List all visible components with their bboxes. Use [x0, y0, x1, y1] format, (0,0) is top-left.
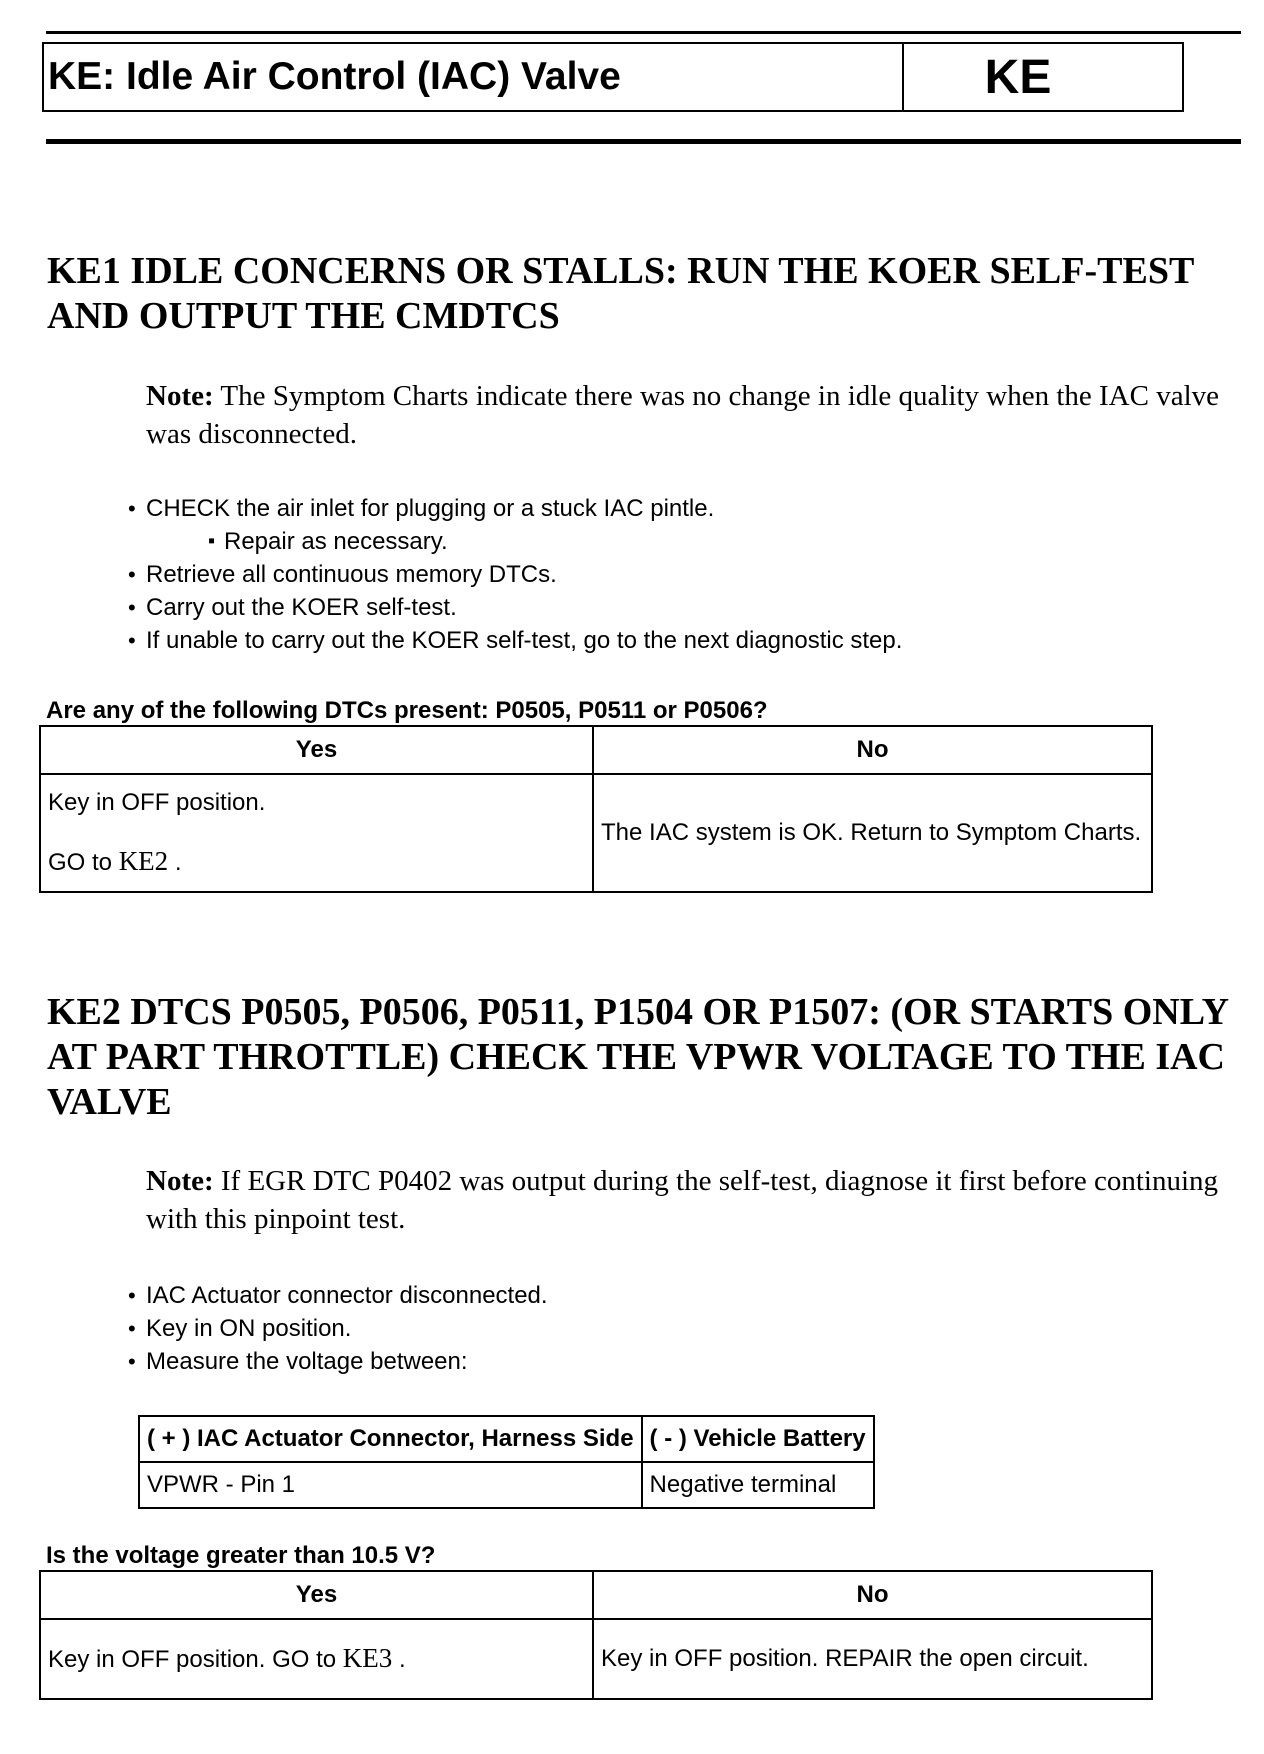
header-rule: [46, 139, 1241, 144]
section-code: KE: [984, 50, 1052, 104]
no-cell: The IAC system is OK. Return to Symptom Charts.: [593, 774, 1152, 892]
list-item: • If unable to carry out the KOER self-test, go to the next diagnostic step.: [124, 624, 902, 657]
yes-cell: [40, 774, 593, 892]
no-cell: Key in OFF position. REPAIR the open circuit.: [593, 1619, 1152, 1699]
ke1-decision-table: [39, 725, 1153, 893]
table-header-row: [139, 1416, 874, 1462]
ke2-question: Is the voltage greater than 10.5 V?: [46, 1542, 436, 1569]
ke2-note-text: If EGR DTC P0402 was output during the self-test, diagnose it first before continuing with this pinpoint test.: [146, 1165, 1219, 1235]
list-item: • Measure the voltage between:: [124, 1345, 548, 1378]
ke1-note-label: Note:: [146, 380, 214, 412]
measure-col2-header: ( - ) Vehicle Battery: [642, 1416, 874, 1462]
no-header: No: [593, 1571, 1152, 1619]
list-item: • Carry out the KOER self-test.: [124, 591, 902, 624]
yes-cell: [40, 1619, 593, 1699]
yes-line2: [48, 845, 585, 879]
list-item: • Retrieve all continuous memory DTCs.: [124, 558, 902, 591]
ke1-question: Are any of the following DTCs present: P0505, P0511 or P0506?: [46, 697, 768, 724]
list-item: ▪ Repair as necessary.: [124, 525, 902, 558]
goto-text: GO to: [48, 849, 119, 876]
page-header: [42, 42, 1184, 112]
ke1-note: [146, 377, 1236, 453]
ke2-note: [146, 1162, 1236, 1238]
ke2-heading: KE2 DTCS P0505, P0506, P0511, P1504 OR P1507: (OR STARTS ONLY AT PART THROTTLE) CHECK THE VPWR VOLTAGE TO THE IAC VALVE: [47, 991, 1228, 1123]
measure-col2-value: Negative terminal: [642, 1462, 874, 1508]
ke2-steps: [124, 1279, 548, 1378]
list-item: • IAC Actuator connector disconnected.: [124, 1279, 548, 1312]
table-header-row: [40, 726, 1152, 774]
link-ke3[interactable]: KE3: [342, 1643, 393, 1673]
measure-col1-header: ( + ) IAC Actuator Connector, Harness Side: [139, 1416, 642, 1462]
goto-end: .: [168, 849, 182, 876]
no-header: No: [593, 726, 1152, 774]
ke2-decision-table: [39, 1570, 1153, 1700]
yes-header: Yes: [40, 1571, 593, 1619]
table-header-row: [40, 1571, 1152, 1619]
measure-col1-value: VPWR - Pin 1: [139, 1462, 642, 1508]
link-ke2[interactable]: KE2: [118, 846, 169, 876]
table-row: [40, 774, 1152, 892]
yes-header: Yes: [40, 726, 593, 774]
yes-text: Key in OFF position. GO to: [48, 1646, 343, 1673]
ke1-note-text: The Symptom Charts indicate there was no change in idle quality when the IAC valve was disconnected.: [146, 380, 1219, 450]
table-row: [40, 1619, 1152, 1699]
list-item: • CHECK the air inlet for plugging or a stuck IAC pintle.: [124, 492, 902, 525]
ke1-heading: KE1 IDLE CONCERNS OR STALLS: RUN THE KOER SELF-TEST AND OUTPUT THE CMDTCS: [47, 250, 1194, 337]
measure-table: [138, 1415, 875, 1509]
yes-end: .: [392, 1646, 406, 1673]
page-title: KE: Idle Air Control (IAC) Valve: [44, 44, 904, 110]
yes-line1: Key in OFF position.: [48, 789, 266, 816]
list-item: • Key in ON position.: [124, 1312, 548, 1345]
table-row: [139, 1462, 874, 1508]
top-rule: [46, 31, 1241, 34]
ke2-note-label: Note:: [146, 1165, 214, 1197]
ke1-steps: [124, 492, 902, 657]
